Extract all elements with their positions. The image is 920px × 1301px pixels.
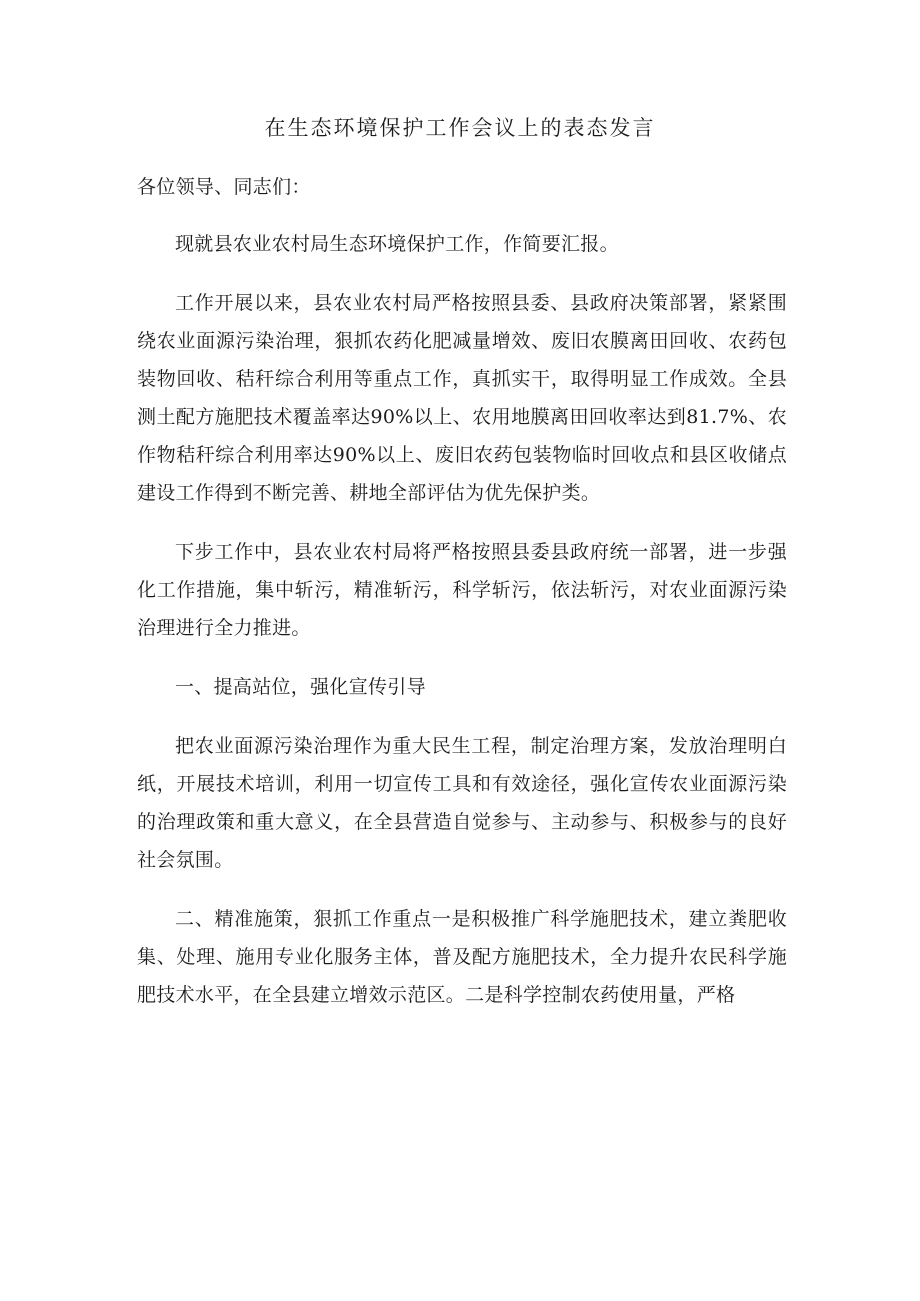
- paragraph-intro: 现就县农业农村局生态环境保护工作，作简要汇报。: [175, 233, 619, 255]
- paragraph-section-1: 把农业面源污染治理作为重大民生工程，制定治理方案，发放治理明白纸，开展技术培训，利用一切宣传工具和有效途径，强化宣传农业面源污染的治理政策和重大意义，在全县营造自觉参与、主动参与、积极参与的良好社会氛围。: [137, 735, 787, 871]
- section-heading-1: 一、提高站位，强化宣传引导: [175, 676, 426, 698]
- paragraph-next-steps: 下步工作中，县农业农村局将严格按照县委县政府统一部署，进一步强化工作措施，集中斩污，精准斩污，科学斩污，依法斩污，对农业面源污染治理进行全力推进。: [137, 541, 787, 639]
- paragraph-section-2: 二、精准施策，狠抓工作重点一是积极推广科学施肥技术，建立粪肥收集、处理、施用专业化服务主体，普及配方施肥技术，全力提升农民科学施肥技术水平，在全县建立增效示范区。二是科学控制农药使用量，严格: [137, 908, 787, 1006]
- greeting: 各位领导、同志们：: [137, 176, 311, 198]
- document-body: [137, 168, 787, 1035]
- paragraph-achievements: 工作开展以来，县农业农村局严格按照县委、县政府决策部署，紧紧围绕农业面源污染治理，狠抓农药化肥减量增效、废旧农膜离田回收、农药包装物回收、秸秆综合利用等重点工作，真抓实干，取得明显工作成效。全县测土配方施肥技术覆盖率达90%以上、农用地膜离田回收率达到81.7%、农作物秸秆综合利用率达90%以上、废旧农药包装物临时回收点和县区收储点建设工作得到不断完善、耕地全部评估为优先保护类。: [137, 292, 787, 504]
- document-title: 在生态环境保护工作会议上的表态发言: [264, 116, 656, 140]
